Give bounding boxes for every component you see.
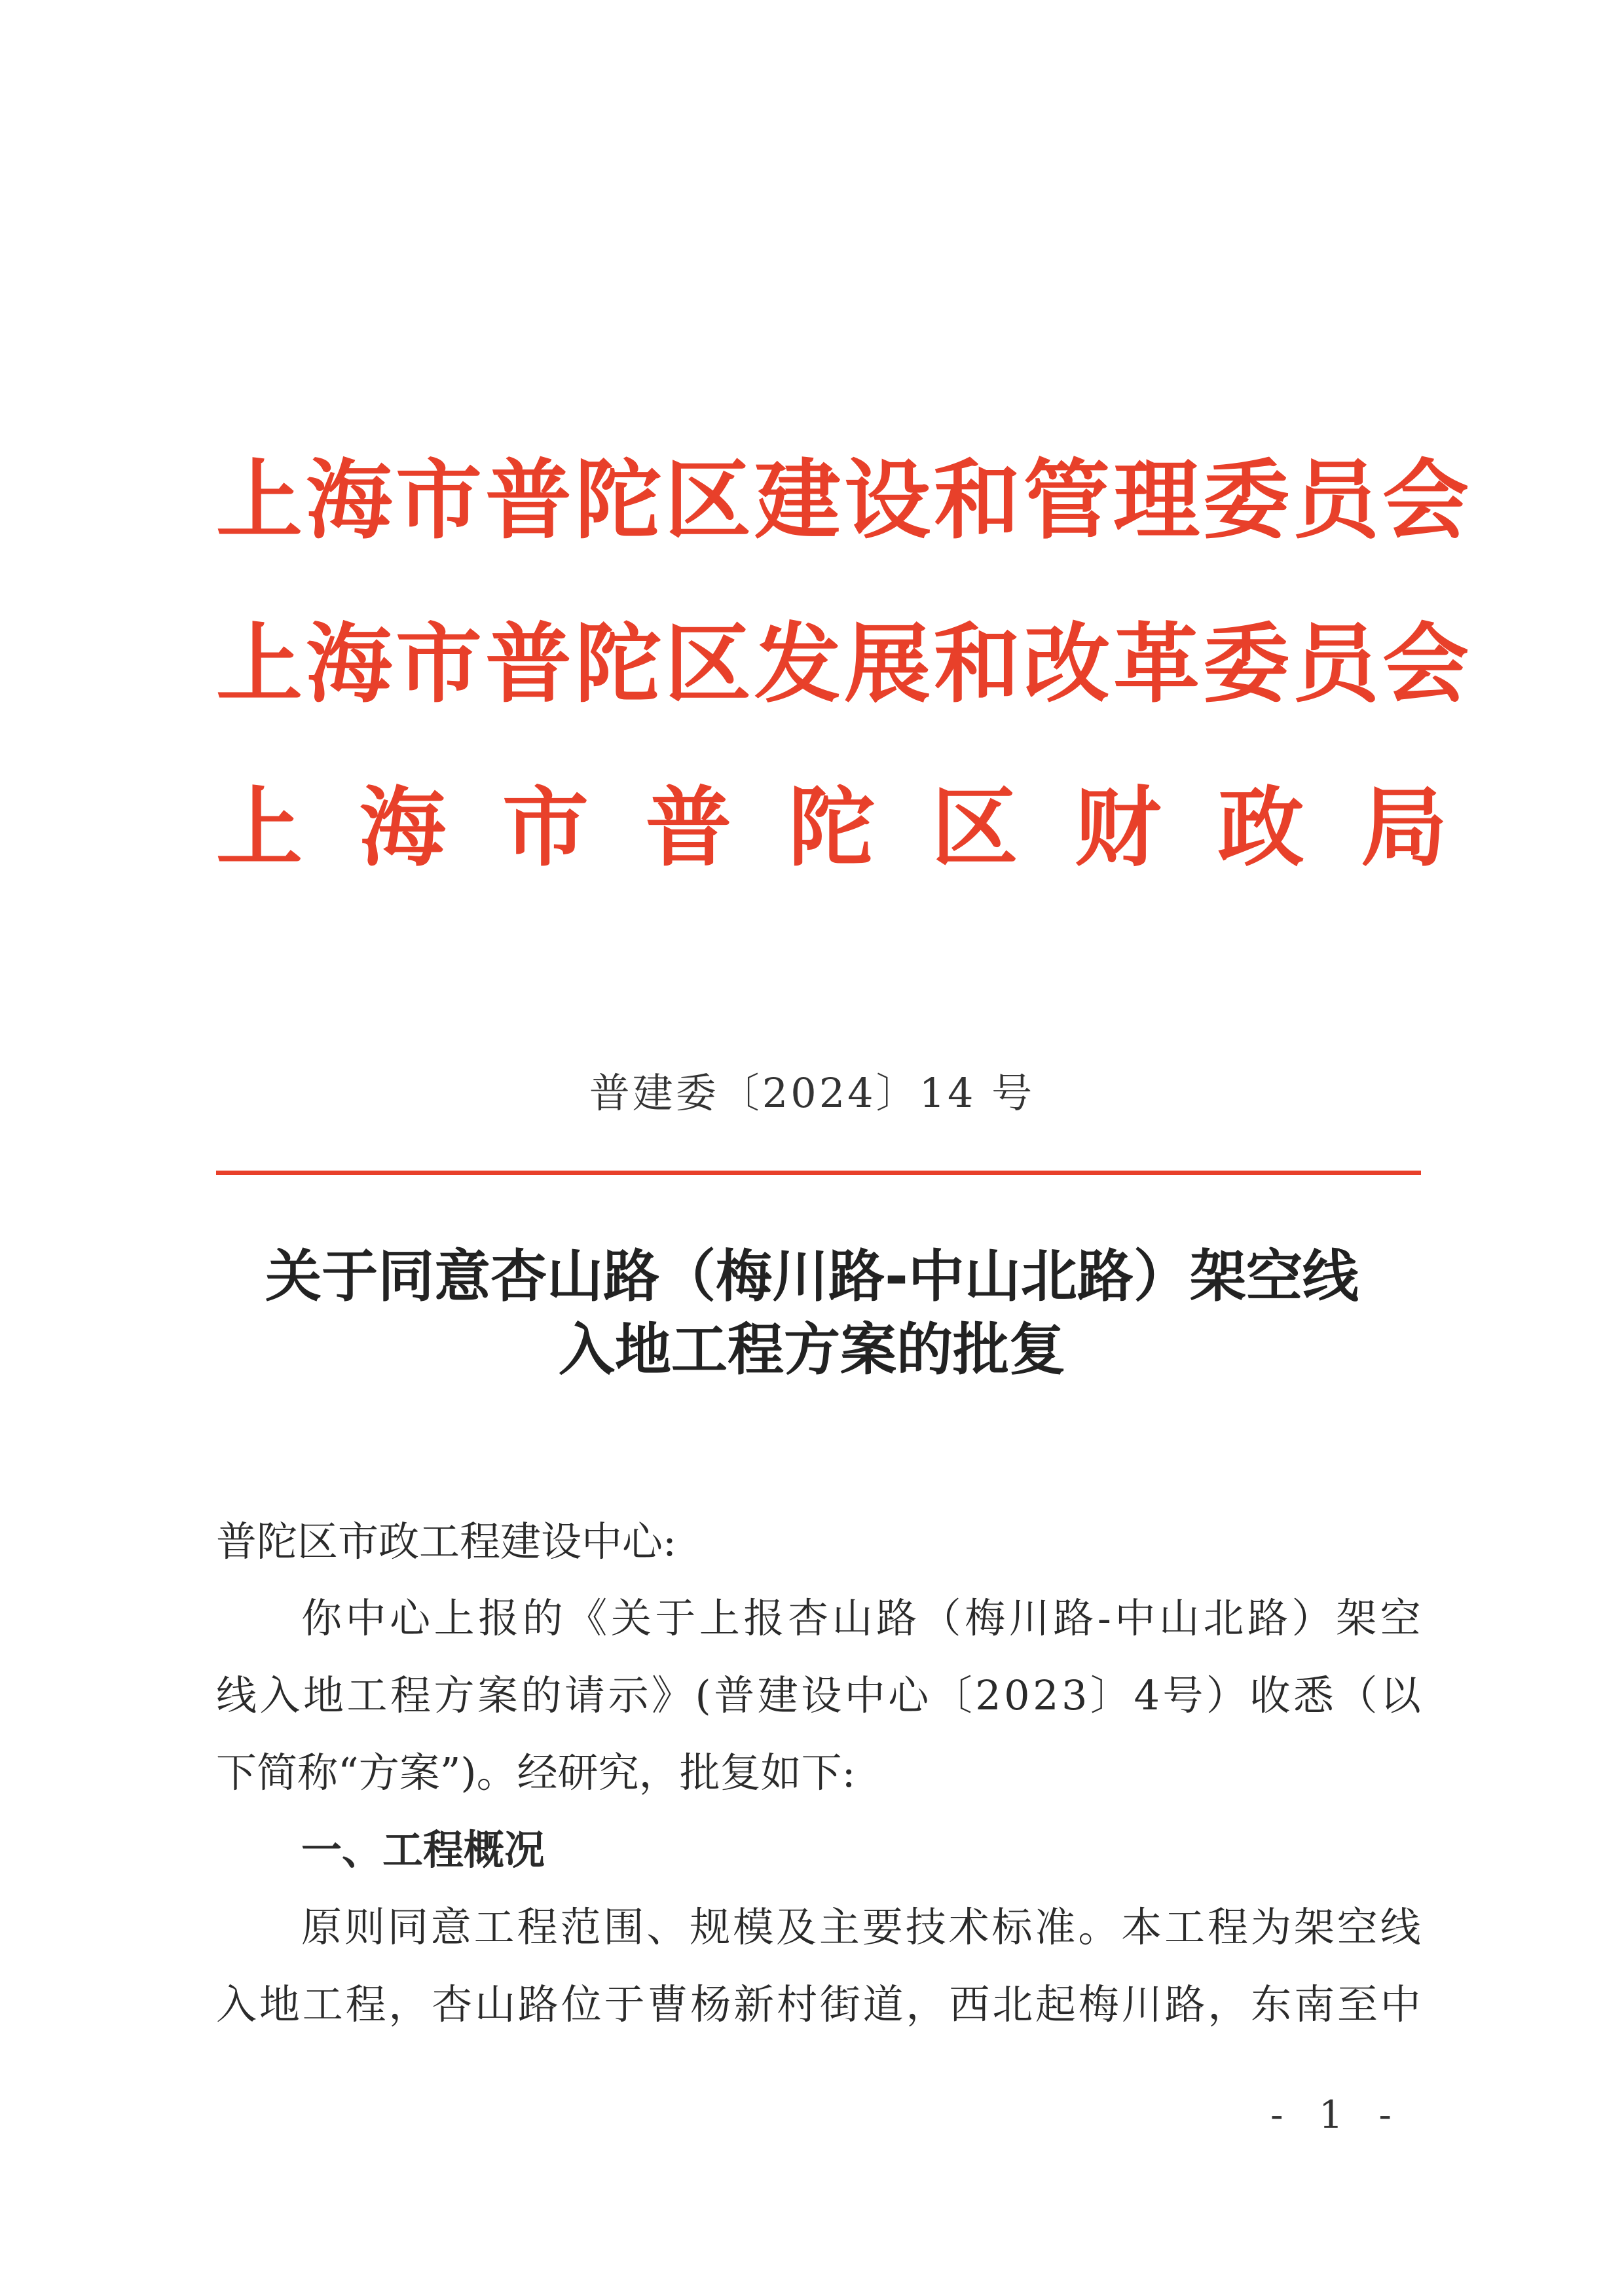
issuer-line-2: 上海市普陀区发展和改革委员会 <box>216 613 1472 715</box>
issuer-line-1: 上海市普陀区建设和管理委员会 <box>216 450 1472 551</box>
red-separator-line <box>216 1171 1421 1175</box>
document-title-line-1: 关于同意杏山路（梅川路-中山北路）架空线 <box>265 1244 1359 1309</box>
document-title-line-2: 入地工程方案的批复 <box>559 1317 1065 1383</box>
body-paragraph-1-line-1: 你 中 心 上 报 的 《 关 于 上 报 杏 山 路 （ 梅 川 路 - 中 山 北 路 ） 架 空 <box>301 1594 1421 1642</box>
body-paragraph-2-line-1: 原 则 同 意 工 程 范 围 、 规 模 及 主 要 技 术 标 准 。 本 工 程 为 架 空 线 <box>301 1903 1421 1951</box>
salutation: 普陀区市政工程建设中心: <box>216 1518 676 1565</box>
body-paragraph-2-line-2: 入 地 工 程 ， 杏 山 路 位 于 曹 杨 新 村 街 道 ， 西 北 起 梅 川 路 ， 东 南 至 中 <box>216 1980 1421 2028</box>
document-number: 普建委〔2024〕14 号 <box>589 1069 1035 1117</box>
section-heading-1: 一、工程概况 <box>301 1826 545 1874</box>
page-number: - 1 - <box>1270 2092 1403 2137</box>
body-paragraph-1-line-3: 下简称“方案”)。经研究，批复如下: <box>216 1749 856 1796</box>
issuer-line-3: 上 海 市 普 陀 区 财 政 局 <box>216 777 1447 879</box>
body-paragraph-1-line-2: 线 入 地 工 程 方 案 的 请 示 》 ( 普 建 设 中 心 〔 2 0 2 3 〕 4 号 ） 收 悉 （ 以 <box>216 1671 1421 1719</box>
